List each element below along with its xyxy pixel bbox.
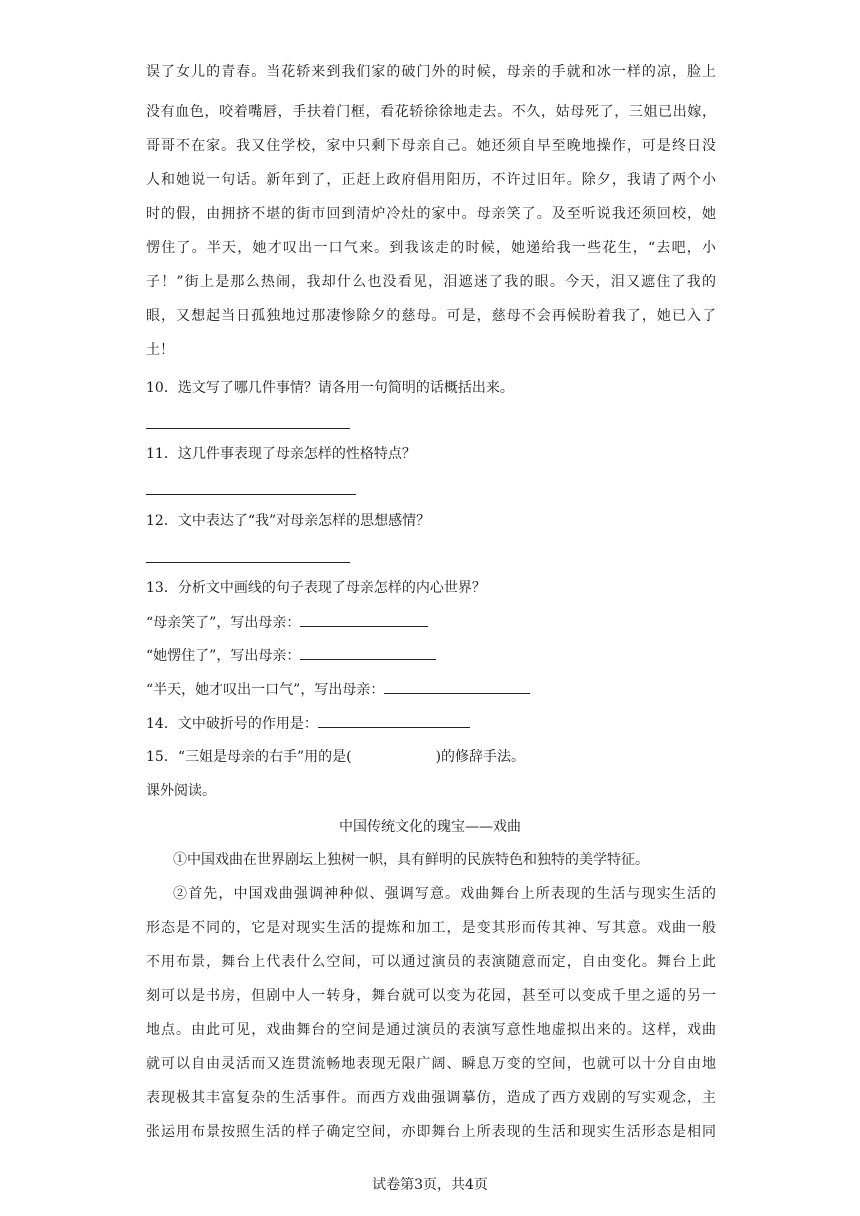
passage-line: 时的假，由拥挤不堪的街市回到清炉冷灶的家中。母亲笑了。及至听说我还须回校，她 xyxy=(146,206,716,222)
article-line: ②首先，中国戏曲强调神种似、强调写意。戏曲舞台上所表现的生活与现实生活的 xyxy=(173,886,716,902)
question-15-suffix: )的修辞手法。 xyxy=(435,749,526,765)
question-13-a-label: “母亲笑了”，写出母亲： xyxy=(146,615,301,631)
article-line: 张运用布景按照生活的样子确定空间，亦即舞台上所表现的生活和现实生活形态是相同 xyxy=(146,1124,716,1140)
question-13-b-label: “她愣住了”，写出母亲： xyxy=(146,648,301,664)
article-title: 中国传统文化的瑰宝——戏曲 xyxy=(339,819,521,835)
article-line: 形态是不同的，它是对现实生活的提炼和加工，是变其形而传其神、写其意。戏曲一般 xyxy=(146,920,716,936)
answer-line-10[interactable] xyxy=(146,428,350,429)
question-15 xyxy=(146,747,525,767)
answer-blank-14[interactable] xyxy=(318,713,470,728)
answer-blank-13-c[interactable] xyxy=(384,679,530,694)
question-13: 13．分析文中画线的句子表现了母亲怎样的内心世界？ xyxy=(146,580,486,596)
article-paragraph-1: ①中国戏曲在世界剧坛上独树一帜，具有鲜明的民族特色和独特的美学特征。 xyxy=(173,852,649,868)
question-13-c-label: “半天，她才叹出一口气”，写出母亲： xyxy=(146,682,385,698)
answer-line-12[interactable] xyxy=(146,562,350,563)
question-11: 11．这几件事表现了母亲怎样的性格特点？ xyxy=(146,446,416,462)
question-15-prefix: 15．“三姐是母亲的右手”用的是( xyxy=(146,749,352,765)
passage-line: 没有血色，咬着嘴唇，手扶着门框，看花轿徐徐地走去。不久，姑母死了，三姐已出嫁， xyxy=(146,104,716,120)
section-label: 课外阅读。 xyxy=(146,783,216,799)
article-line: 不用布景，舞台上代表什么空间，可以通过演员的表演随意而定，自由变化。舞台上此 xyxy=(146,954,716,970)
article-line: 就可以自由灵活而又连贯流畅地表现无限广阔、瞬息万变的空间，也就可以十分自由地 xyxy=(146,1056,716,1072)
answer-blank-13-b[interactable] xyxy=(300,645,436,660)
passage-line: 误了女儿的青春。当花轿来到我们家的破门外的时候，母亲的手就和冰一样的凉，脸上 xyxy=(146,64,716,80)
question-13-b xyxy=(146,645,436,666)
question-10: 10．选文写了哪几件事情？请各用一句简明的话概括出来。 xyxy=(146,380,514,396)
passage-line: 土！ xyxy=(146,342,174,358)
passage-line: 人和她说一句话。新年到了，正赶上政府倡用阳历，不许过旧年。除夕，我请了两个小 xyxy=(146,172,716,188)
passage-line: 子！”街上是那么热闹，我却什么也没看见，泪遮迷了我的眼。今天，泪又遮住了我的 xyxy=(146,274,716,290)
question-14-label: 14．文中破折号的作用是： xyxy=(146,716,318,732)
article-line: 表现极其丰富复杂的生活事件。而西方戏曲强调摹仿，造成了西方戏剧的写实观念，主 xyxy=(146,1090,716,1106)
passage-line: 哥哥不在家。我又住学校，家中只剩下母亲自己。她还须自早至晚地操作，可是终日没 xyxy=(146,138,716,154)
article-line: 地点。由此可见，戏曲舞台的空间是通过演员的表演写意性地虚拟出来的。这样，戏曲 xyxy=(146,1022,716,1038)
passage-line: 眼，又想起当日孤独地过那凄惨除夕的慈母。可是，慈母不会再候盼着我了，她已入了 xyxy=(146,308,716,324)
answer-blank-13-a[interactable] xyxy=(300,612,428,627)
answer-line-11[interactable] xyxy=(146,494,356,495)
question-14 xyxy=(146,713,470,734)
page-footer: 试卷第3页，共4页 xyxy=(372,1177,488,1193)
article-line: 刻可以是书房，但剧中人一转身，舞台就可以变为花园，甚至可以变成千里之遥的另一 xyxy=(146,988,716,1004)
question-13-a xyxy=(146,612,428,633)
question-13-c xyxy=(146,679,530,700)
question-12: 12．文中表达了“我”对母亲怎样的思想感情？ xyxy=(146,513,431,529)
passage-line: 愣住了。半天，她才叹出一口气来。到我该走的时候，她递给我一些花生，“去吧，小 xyxy=(146,240,716,256)
